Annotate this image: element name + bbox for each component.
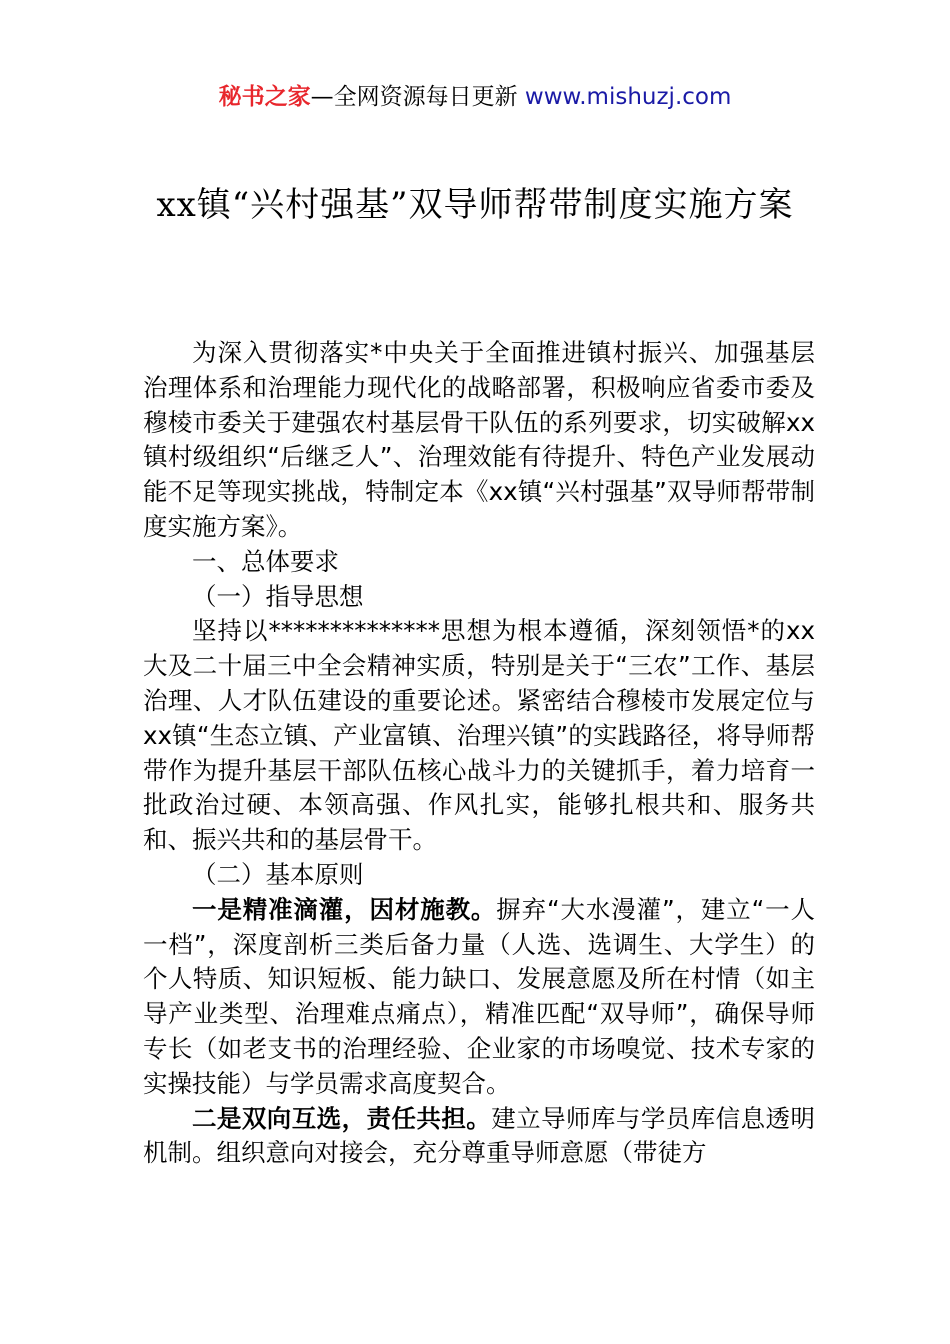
- subsection-heading-2: （二）基本原则: [192, 859, 364, 889]
- document-title: xx镇“兴村强基”双导师帮带制度实施方案: [156, 185, 794, 225]
- principle-paragraph-2: [143, 1102, 815, 1172]
- site-tagline: —全网资源每日更新: [310, 84, 525, 110]
- intro-paragraph: 为深入贯彻落实*中央关于全面推进镇村振兴、加强基层治理体系和治理能力现代化的战略部署，积极响应省委市委及穆棱市委关于建强农村基层骨干队伍的系列要求，切实破解xx镇村级组织“后继乏人”、治理效能有待提升、特色产业发展动能不足等现实挑战，特制定本《xx镇“兴村强基”双导师帮带制度实施方案》。: [143, 338, 815, 541]
- document-body: [143, 336, 815, 1171]
- site-header: [0, 80, 950, 114]
- principle-1-lead: 一是精准滴灌，因材施教。: [192, 894, 497, 924]
- principle-2-text: 建立导师库与学员库信息透明机制。组织意向对接会，充分尊重导师意愿（带徒方: [143, 1103, 815, 1168]
- subsection-heading-1: （一）指导思想: [192, 581, 364, 611]
- section-heading-1: 一、总体要求: [192, 546, 339, 576]
- guiding-paragraph: 坚持以**************思想为根本遵循，深刻领悟*的xx大及二十届三中全会精神实质，特别是关于“三农”工作、基层治理、人才队伍建设的重要论述。紧密结合穆棱市发展定位与xx镇“生态立镇、产业富镇、治理兴镇”的实践路径，将导师帮带作为提升基层干部队伍核心战斗力的关键抓手，着力培育一批政治过硬、本领高强、作风扎实，能够扎根共和、服务共和、振兴共和的基层骨干。: [143, 616, 815, 855]
- site-brand: 秘书之家: [218, 84, 311, 110]
- principle-paragraph-1: [143, 893, 815, 1102]
- principle-2-lead: 二是双向互选，责任共担。: [192, 1103, 492, 1133]
- site-url[interactable]: www.mishuzj.com: [524, 84, 732, 110]
- principle-1-text: 摒弃“大水漫灌”，建立“一人一档”，深度剖析三类后备力量（人选、选调生、大学生）的个人特质、知识短板、能力缺口、发展意愿及所在村情（如主导产业类型、治理难点痛点），精准匹配“双导师”，确保导师专长（如老支书的治理经验、企业家的市场嗅觉、技术专家的实操技能）与学员需求高度契合。: [143, 894, 815, 1098]
